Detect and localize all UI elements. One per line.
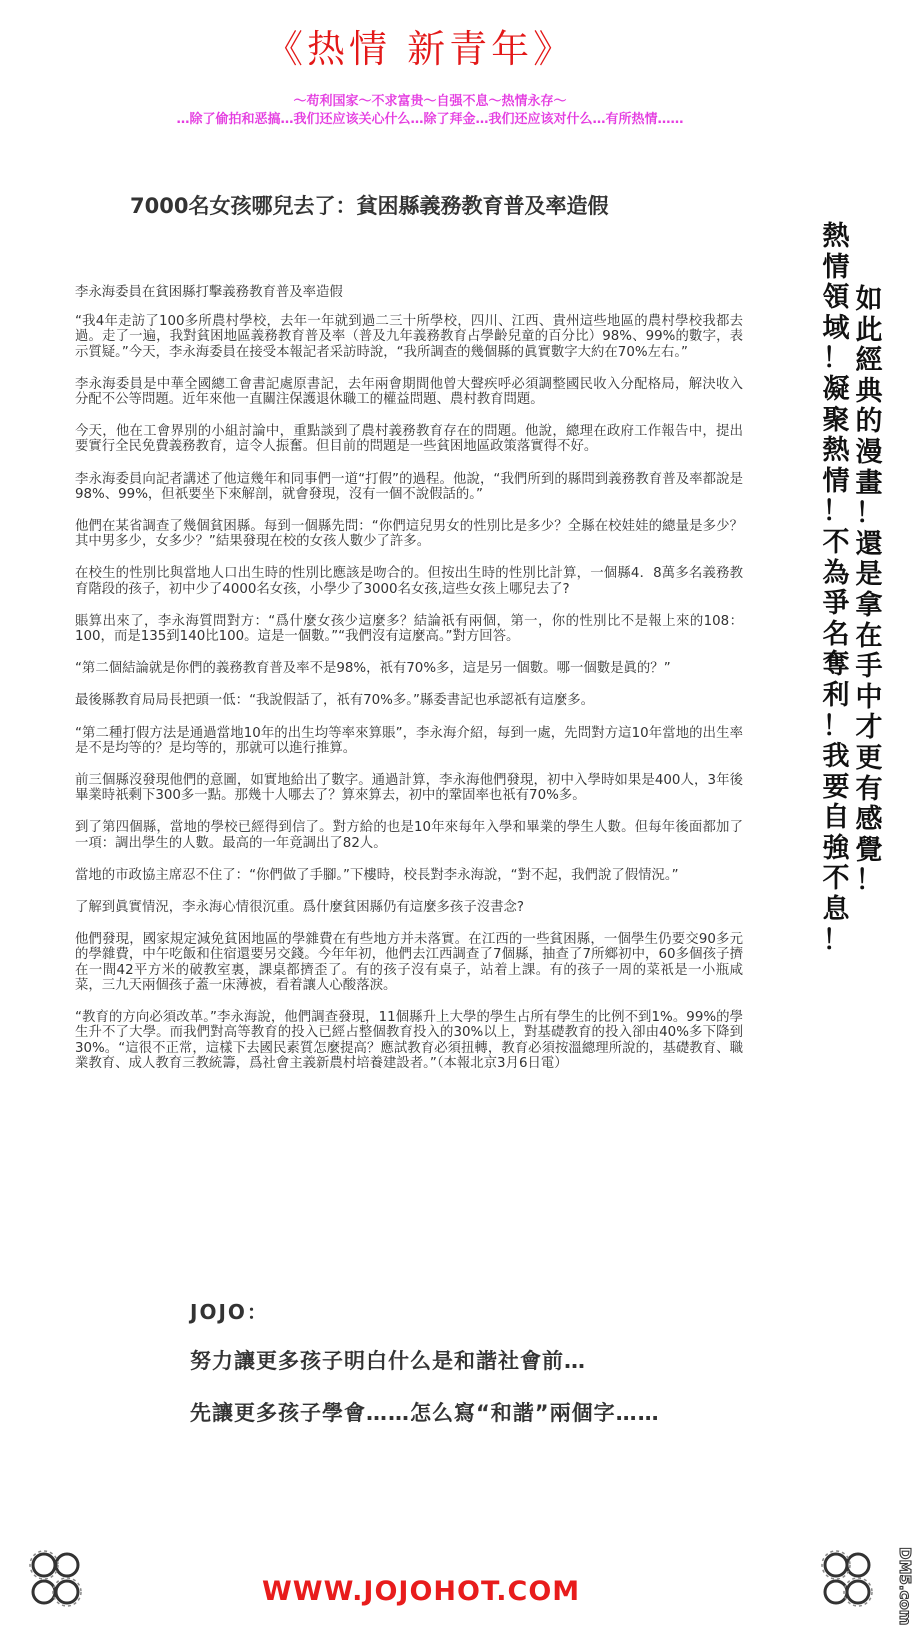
vertical-char: 在 <box>855 620 883 652</box>
vertical-char: 有 <box>855 773 883 805</box>
article-paragraph: 到了第四個縣，當地的學校已經得到信了。對方給的也是10年來每年入學和畢業的學生人數。但每年後面都加了一項：調出學生的人數。最高的一年竟調出了82人。 <box>75 820 743 851</box>
article-paragraph: “第二個結論就是你們的義務教育普及率不是98%，祇有70%多，這是另一個數。哪一個數是眞的？” <box>75 661 671 677</box>
vertical-char: 名 <box>822 618 850 650</box>
vertical-char: 典 <box>855 375 883 407</box>
article-paragraph: “第二種打假方法是通過當地10年的出生均等率來算賬”，李永海介紹，每到一處，先問對方這10年當地的出生率是不是均等的？是均等的，那就可以進行推算。 <box>75 725 743 756</box>
vertical-char: ！ <box>822 496 850 528</box>
watermark-logo <box>878 1545 914 1635</box>
vertical-char: 熱 <box>822 435 850 467</box>
article-paragraph: 他們發現，國家規定減免貧困地區的學雜費在有些地方并未落實。在江西的一些貧困縣，一個學生仍要交90多元的學雜費，中午吃飯和住宿還要另交錢。今年年初，他們去江西調查了7個縣，抽查了7所鄉初中，60多個孩子擠在一間42平方米的破教室裏，課桌都擠歪了。有的孩子沒有桌子，站着上課。有的孩子一周的菜祇是一小瓶咸菜，三九天兩個孩子蓋一床薄被，看着讓人心酸落淚。 <box>75 932 743 993</box>
vertical-char: 如 <box>855 284 883 315</box>
article-paragraph: 當地的市政協主席忍不住了：“你們做了手腳。”下樓時，校長對李永海說，“對不起，我們說了假情況。” <box>75 867 679 883</box>
vertical-char: 才 <box>855 712 883 744</box>
article-paragraph: 了解到眞實情況，李永海心情很沉重。爲什麼貧困縣仍有這麼多孩子沒書念? <box>75 900 524 916</box>
vertical-char: 息 <box>822 894 850 926</box>
vertical-char: 手 <box>855 651 883 683</box>
article-paragraph: 前三個縣沒發現他們的意圖，如實地給出了數字。通過計算，李永海他們發現，初中入學時如果是400人，3年後畢業時祇剩下300多一點。那幾十人哪去了？算來算去，初中的鞏固率也祇有70%多。 <box>75 773 743 804</box>
vertical-char: 感 <box>855 804 883 836</box>
vertical-char: 我 <box>822 741 850 773</box>
vertical-char: 情 <box>822 465 850 497</box>
vertical-char: 的 <box>855 406 883 438</box>
slogan-line-1: ～苟利国家～不求富贵～自强不息～热情永存～ <box>293 94 567 109</box>
vertical-char: 域 <box>822 312 850 344</box>
article-paragraph: 賬算出來了，李永海質問對方：“爲什麼女孩少這麼多？結論祇有兩個，第一，你的性別比不是報上來的108：100，而是135到140比100。這是一個數。”“我們沒有這麼高。”對方回答。 <box>75 613 743 645</box>
vertical-char: 不 <box>822 863 850 895</box>
vertical-char: 拿 <box>855 589 883 621</box>
page-title: 《热情 新青年》 <box>265 27 576 71</box>
vertical-char: 不 <box>822 526 850 558</box>
article-lead: 李永海委員在貧困縣打擊義務教育普及率造假 <box>75 285 343 300</box>
vertical-char: 凝 <box>822 373 850 405</box>
vertical-char: 中 <box>855 681 883 713</box>
vertical-char: 覺 <box>855 834 883 866</box>
article-headline: 7000名女孩哪兒去了：貧困縣義務教育普及率造假 <box>130 194 609 218</box>
jojo-comment-line-1: 努力讓更多孩子明白什么是和諧社會前… <box>190 1349 586 1373</box>
vertical-slogan-right <box>853 285 885 897</box>
vertical-char: 利 <box>822 679 850 711</box>
vertical-char: 要 <box>822 771 850 803</box>
vertical-char: 畫 <box>855 467 883 499</box>
vertical-char: 此 <box>855 314 883 346</box>
vertical-char: 爭 <box>822 588 850 620</box>
vertical-char: 是 <box>855 559 883 591</box>
vertical-char: 為 <box>822 557 850 589</box>
site-url-link[interactable]: WWW.JOJOHOT.COM <box>262 1576 581 1607</box>
jojo-label: JOJO： <box>190 1300 269 1324</box>
vertical-char: 領 <box>822 282 850 314</box>
article-paragraph: “教育的方向必須改革。”李永海說，他們調查發現，11個縣升上大學的學生占所有學生的比例不到1%。99%的學生升不了大學。而我們對高等教育的投入已經占整個教育投入的30%以上，對基礎教育的投入卻由40%多下降到30%。“這很不正常，這樣下去國民素質怎麼提高？應試教育必須扭轉，教育必須按溫總理所說的，基礎教育、職業教育、成人教育三教統籌，爲社會主義新農村培養建設者。”（本報北京3月6日電） <box>75 1010 743 1071</box>
vertical-char: 經 <box>855 345 883 377</box>
vertical-char: ！ <box>855 865 883 897</box>
article-paragraph: “我4年走訪了100多所農村學校，去年一年就到過二三十所學校，四川、江西、貴州這些地區的農村學校我都去過。走了一遍，我對貧困地區義務教育普及率（普及九年義務教育占學齡兒童的百分比）98%、99%的數字，表示質疑。”今天，李永海委員在接受本報記者采訪時說，“我所調查的幾個縣的眞實數字大約在70%左右。” <box>75 314 743 360</box>
vertical-char: 自 <box>822 802 850 834</box>
ring-logo-icon <box>22 1545 92 1615</box>
vertical-char: 熱 <box>822 221 850 252</box>
article-paragraph: 李永海委員是中華全國總工會書記處原書記，去年兩會期間他曾大聲疾呼必須調整國民收入分配格局，解決收入分配不公等問題。近年來他一直關注保護退休職工的權益問題、農村教育問題。 <box>75 376 743 408</box>
vertical-char: ！ <box>822 343 850 375</box>
ring-logo-icon <box>818 1545 878 1615</box>
watermark-text: DM5.com <box>896 1547 914 1626</box>
article-paragraph: 最後縣教育局局長把頭一低：“我說假話了，祇有70%多。”縣委書記也承認祇有這麼多。 <box>75 693 594 709</box>
vertical-char: 奪 <box>822 649 850 681</box>
article-paragraph: 他們在某省調查了幾個貧困縣。每到一個縣先問：“你們這兒男女的性別比是多少？全縣在校娃娃的總量是多少？其中男多少，女多少？”結果發現在校的女孩人數少了許多。 <box>75 519 743 550</box>
vertical-char: 聚 <box>822 404 850 436</box>
article-paragraph: 在校生的性別比與當地人口出生時的性別比應該是吻合的。但按出生時的性別比計算，一個縣4．8萬多名義務教育階段的孩子，初中少了4000名女孩，小學少了3000名女孩,這些女孩上哪兒去了? <box>75 566 743 597</box>
vertical-char: 強 <box>822 832 850 864</box>
vertical-char: 還 <box>855 528 883 560</box>
article-body <box>75 285 743 1088</box>
vertical-char: ！ <box>855 498 883 530</box>
article-paragraph: 李永海委員向記者講述了他這幾年和同事們一道“打假”的過程。他說，“我們所到的縣問到義務教育普及率都說是98%、99%，但祇要坐下來解剖，就會發現，沒有一個不說假話的。” <box>75 471 743 502</box>
slogan-line-2: …除了偷拍和恶搞…我们还应该关心什么…除了拜金…我们还应该对什么…有所热情…… <box>176 112 684 127</box>
vertical-char: ！ <box>822 710 850 742</box>
vertical-char: 情 <box>822 251 850 283</box>
vertical-slogan-left <box>820 222 852 956</box>
jojo-comment-line-2: 先讓更多孩子學會……怎么寫“和諧”兩個字…… <box>190 1401 660 1425</box>
article-paragraph: 今天，他在工會界別的小組討論中，重點談到了農村義務教育存在的問題。他說，總理在政府工作報告中，提出要實行全民免費義務教育，這令人振奮。但目前的問題是一些貧困地區政策落實得不好。 <box>75 424 743 455</box>
vertical-char: ！ <box>822 924 850 956</box>
vertical-char: 漫 <box>855 436 883 468</box>
vertical-char: 更 <box>855 742 883 774</box>
